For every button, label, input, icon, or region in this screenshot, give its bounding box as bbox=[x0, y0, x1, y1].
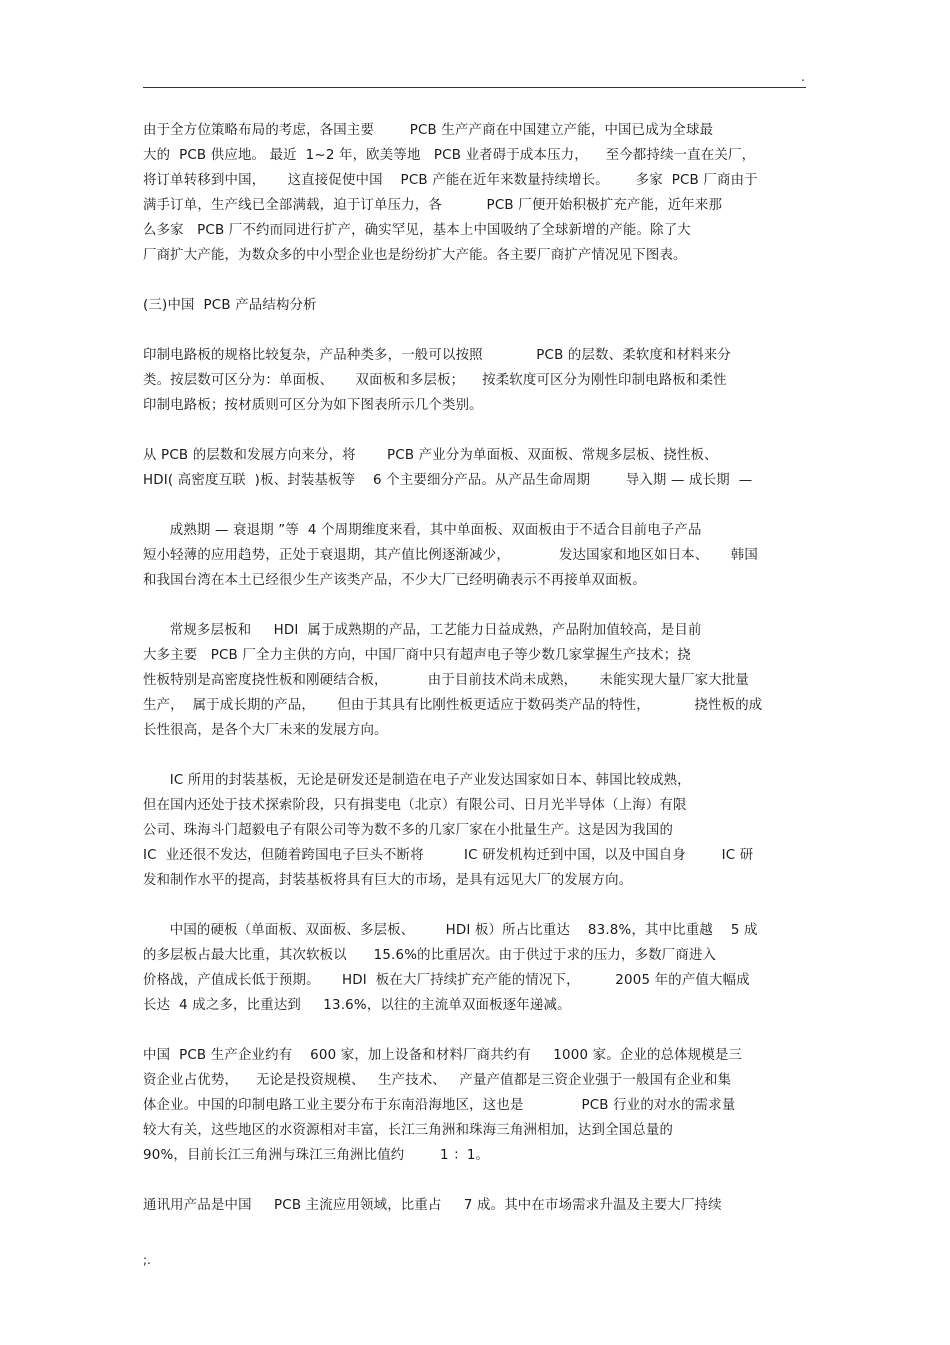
text-line: 通讯用产品是中国 PCB 主流应用领域，比重占 7 成。其中在市场需求升温及主要大厂持续 bbox=[143, 1198, 722, 1213]
paragraph bbox=[143, 1193, 815, 1218]
text-line bbox=[143, 493, 815, 518]
text-line: 短小轻薄的应用趋势，正处于衰退期，其产值比例逐渐减少， 发达国家和地区如日本、 韩国 bbox=[143, 548, 758, 563]
text-line: 长达 4 成之多，比重达到 13.6%，以往的主流单双面板逐年递减。 bbox=[143, 998, 571, 1013]
text-line: 和我国台湾在本土已经很少生产该类产品，不少大厂已经明确表示不再接单双面板。 bbox=[143, 573, 646, 588]
paragraph bbox=[143, 293, 815, 318]
paragraph bbox=[143, 118, 815, 268]
paragraph bbox=[143, 618, 815, 743]
text-line: 中国的硬板（单面板、双面板、多层板、 HDI 板）所占比重达 83.8%，其中比重越 5 成 bbox=[143, 923, 758, 938]
text-line: 大多主要 PCB 厂全力主供的方向，中国厂商中只有超声电子等少数几家掌握生产技术；挠 bbox=[143, 648, 691, 663]
text-line: 生产， 属于成长期的产品， 但由于其具有比刚性板更适应于数码类产品的特性， 挠性板的成 bbox=[143, 698, 763, 713]
header-mark: . bbox=[801, 70, 805, 84]
text-line: 90%，目前长江三角洲与珠江三角洲比值约 1 ：1。 bbox=[143, 1148, 490, 1163]
paragraph bbox=[143, 343, 815, 418]
paragraph bbox=[143, 918, 815, 1018]
text-line: 类。按层数可区分为：单面板、 双面板和多层板； 按柔软度可区分为刚性印制电路板和柔性 bbox=[143, 373, 727, 388]
paragraph bbox=[143, 768, 815, 893]
text-line: 由于全方位策略布局的考虑，各国主要 PCB 生产产商在中国建立产能，中国已成为全球最 bbox=[143, 123, 714, 138]
text-line: 从 PCB 的层数和发展方向来分，将 PCB 产业分为单面板、双面板、常规多层板、挠性板、 bbox=[143, 448, 718, 463]
header-rule bbox=[143, 87, 806, 88]
text-line: 印制电路板；按材质则可区分为如下图表所示几个类别。 bbox=[143, 398, 483, 413]
text-line: 的多层板占最大比重，其次软板以 15.6%的比重居次。由于供过于求的压力，多数厂商进入 bbox=[143, 948, 717, 963]
text-line: 厂商扩大产能，为数众多的中小型企业也是纷纷扩大产能。各主要厂商扩产情况见下图表。 bbox=[143, 248, 687, 263]
text-line: 体企业。中国的印制电路工业主要分布于东南沿海地区，这也是 PCB 行业的对水的需求量 bbox=[143, 1098, 736, 1113]
text-line: (三)中国 PCB 产品结构分析 bbox=[143, 298, 317, 313]
text-line: 较大有关，这些地区的水资源相对丰富，长江三角洲和珠海三角洲相加，达到全国总量的 bbox=[143, 1123, 674, 1138]
text-line: 发和制作水平的提高，封装基板将具有巨大的市场，是具有远见大厂的发展方向。 bbox=[143, 873, 633, 888]
body-text bbox=[143, 118, 815, 1218]
text-line: 常规多层板和 HDI 属于成熟期的产品，工艺能力日益成熟，产品附加值较高，是目前 bbox=[143, 623, 702, 638]
text-line: 中国 PCB 生产企业约有 600 家，加上设备和材料厂商共约有 1000 家。企业的总体规模是三 bbox=[143, 1048, 743, 1063]
text-line: 成熟期 — 衰退期 ”等 4 个周期维度来看，其中单面板、双面板由于不适合目前电子产品 bbox=[143, 523, 702, 538]
text-line: 印制电路板的规格比较复杂，产品种类多，一般可以按照 PCB 的层数、柔软度和材料来分 bbox=[143, 348, 731, 363]
text-line: 将订单转移到中国， 这直接促使中国 PCB 产能在近年来数量持续增长。 多家 PCB 厂商由于 bbox=[143, 173, 758, 188]
text-line: 价格战，产值成长低于预期。 HDI 板在大厂持续扩充产能的情况下， 2005 年的产值大幅成 bbox=[143, 973, 750, 988]
text-line: 长性很高，是各个大厂未来的发展方向。 bbox=[143, 723, 388, 738]
text-line: IC 业还很不发达，但随着跨国电子巨头不断将 IC 研发机构迁到中国，以及中国自身 IC 研 bbox=[143, 848, 754, 863]
text-line: 性板特别是高密度挠性板和刚硬结合板， 由于目前技术尚未成熟， 未能实现大量厂家大批量 bbox=[143, 673, 750, 688]
text-line: 满手订单，生产线已全部满载，迫于订单压力，各 PCB 厂便开始积极扩充产能，近年来那 bbox=[143, 198, 723, 213]
paragraph bbox=[143, 443, 815, 593]
paragraph bbox=[143, 1043, 815, 1168]
text-line: 么多家 PCB 厂不约而同进行扩产，确实罕见，基本上中国吸纳了全球新增的产能。除了大 bbox=[143, 223, 691, 238]
footer-mark: ;. bbox=[143, 1253, 151, 1267]
text-line: 但在国内还处于技术探索阶段，只有揖斐电（北京）有限公司、日月光半导体（上海）有限 bbox=[143, 798, 687, 813]
text-line: HDI( 高密度互联 )板、封装基板等 6 个主要细分产品。从产品生命周期 导入期 — 成长期 — bbox=[143, 473, 753, 488]
text-line: 大的 PCB 供应地。 最近 1~2 年，欧美等地 PCB 业者碍于成本压力， 至今都持续一直在关厂， bbox=[143, 148, 756, 163]
text-line: 资企业占优势， 无论是投资规模、 生产技术、 产量产值都是三资企业强于一般国有企业和集 bbox=[143, 1073, 732, 1088]
text-line: 公司、珠海斗门超毅电子有限公司等为数不多的几家厂家在小批量生产。这是因为我国的 bbox=[143, 823, 674, 838]
text-line: IC 所用的封装基板，无论是研发还是制造在电子产业发达国家如日本、韩国比较成熟， bbox=[143, 773, 691, 788]
